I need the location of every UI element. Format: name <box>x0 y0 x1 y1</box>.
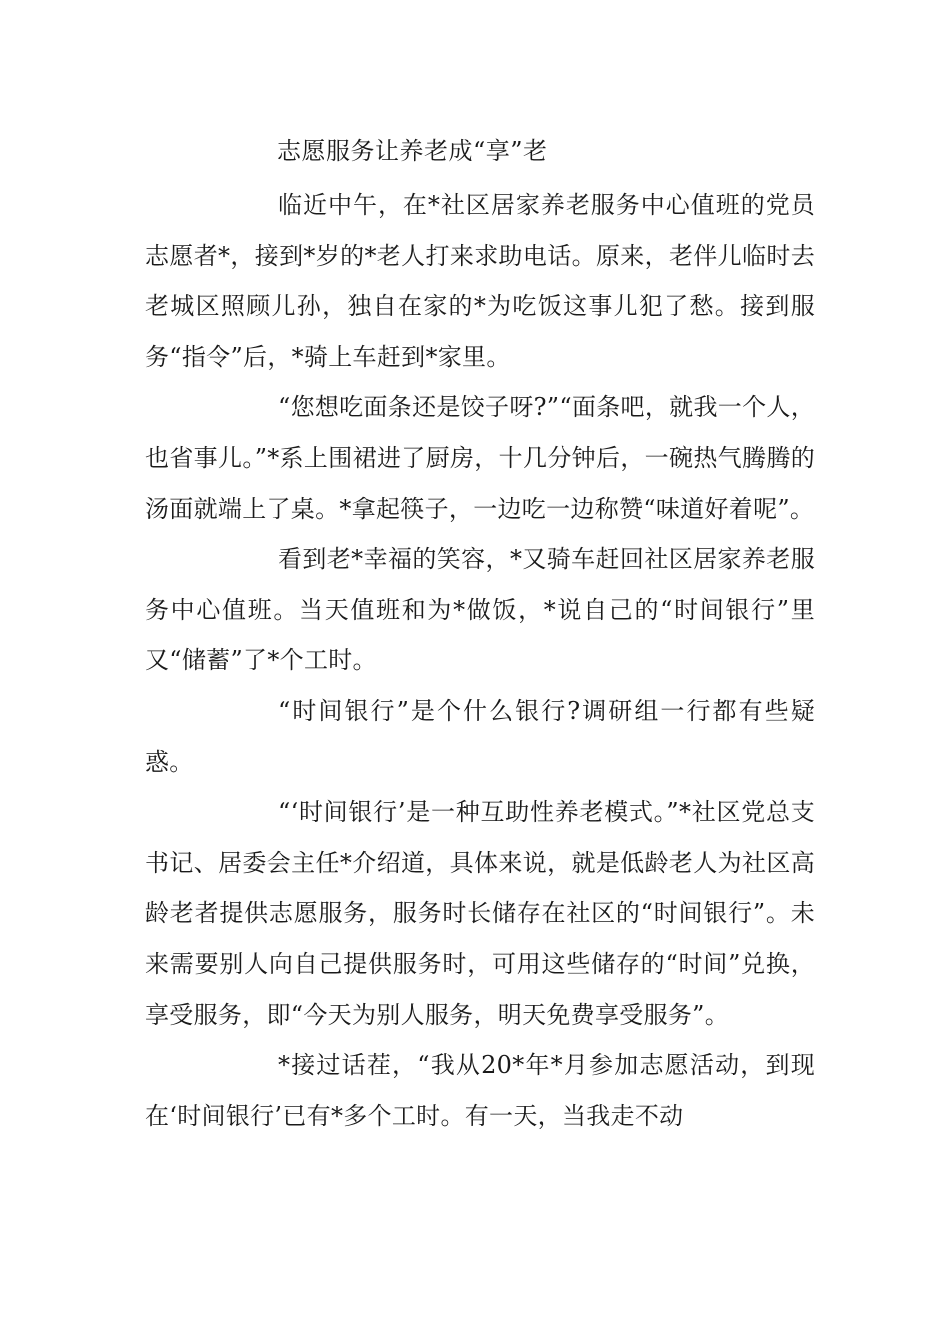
article-body <box>145 180 815 1141</box>
paragraph: “时间银行”是个什么银行?调研组一行都有些疑惑。 <box>145 696 815 776</box>
paragraph: 临近中午，在*社区居家养老服务中心值班的党员志愿者*，接到*岁的*老人打来求助电话。原来，老伴儿临时去老城区照顾儿孙，独自在家的*为吃饭这事儿犯了愁。接到服务“指令”后，*骑上车赶到*家里。 <box>145 191 815 371</box>
paragraph: *接过话茬，“我从20*年*月参加志愿活动，到现在‘时间银行’已有*多个工时。有一天，当我走不动 <box>145 1051 815 1130</box>
paragraph: “您想吃面条还是饺子呀?”“面条吧，就我一个人，也省事儿。”*系上围裙进了厨房，十几分钟后，一碗热气腾腾的汤面就端上了桌。*拿起筷子，一边吃一边称赞“味道好着呢”。 <box>145 393 815 523</box>
paragraph: “‘时间银行’是一种互助性养老模式。”*社区党总支书记、居委会主任*介绍道，具体来说，就是低龄老人为社区高龄老者提供志愿服务，服务时长储存在社区的“时间银行”。未来需要别人向自己提供服务时，可用这些储存的“时间”兑换，享受服务，即“今天为别人服务，明天免费享受服务”。 <box>145 798 815 1029</box>
article-title: 志愿服务让养老成“享”老 <box>277 137 548 165</box>
paragraph: 看到老*幸福的笑容，*又骑车赶回社区居家养老服务中心值班。当天值班和为*做饭，*说自己的“时间银行”里又“储蓄”了*个工时。 <box>145 545 815 675</box>
